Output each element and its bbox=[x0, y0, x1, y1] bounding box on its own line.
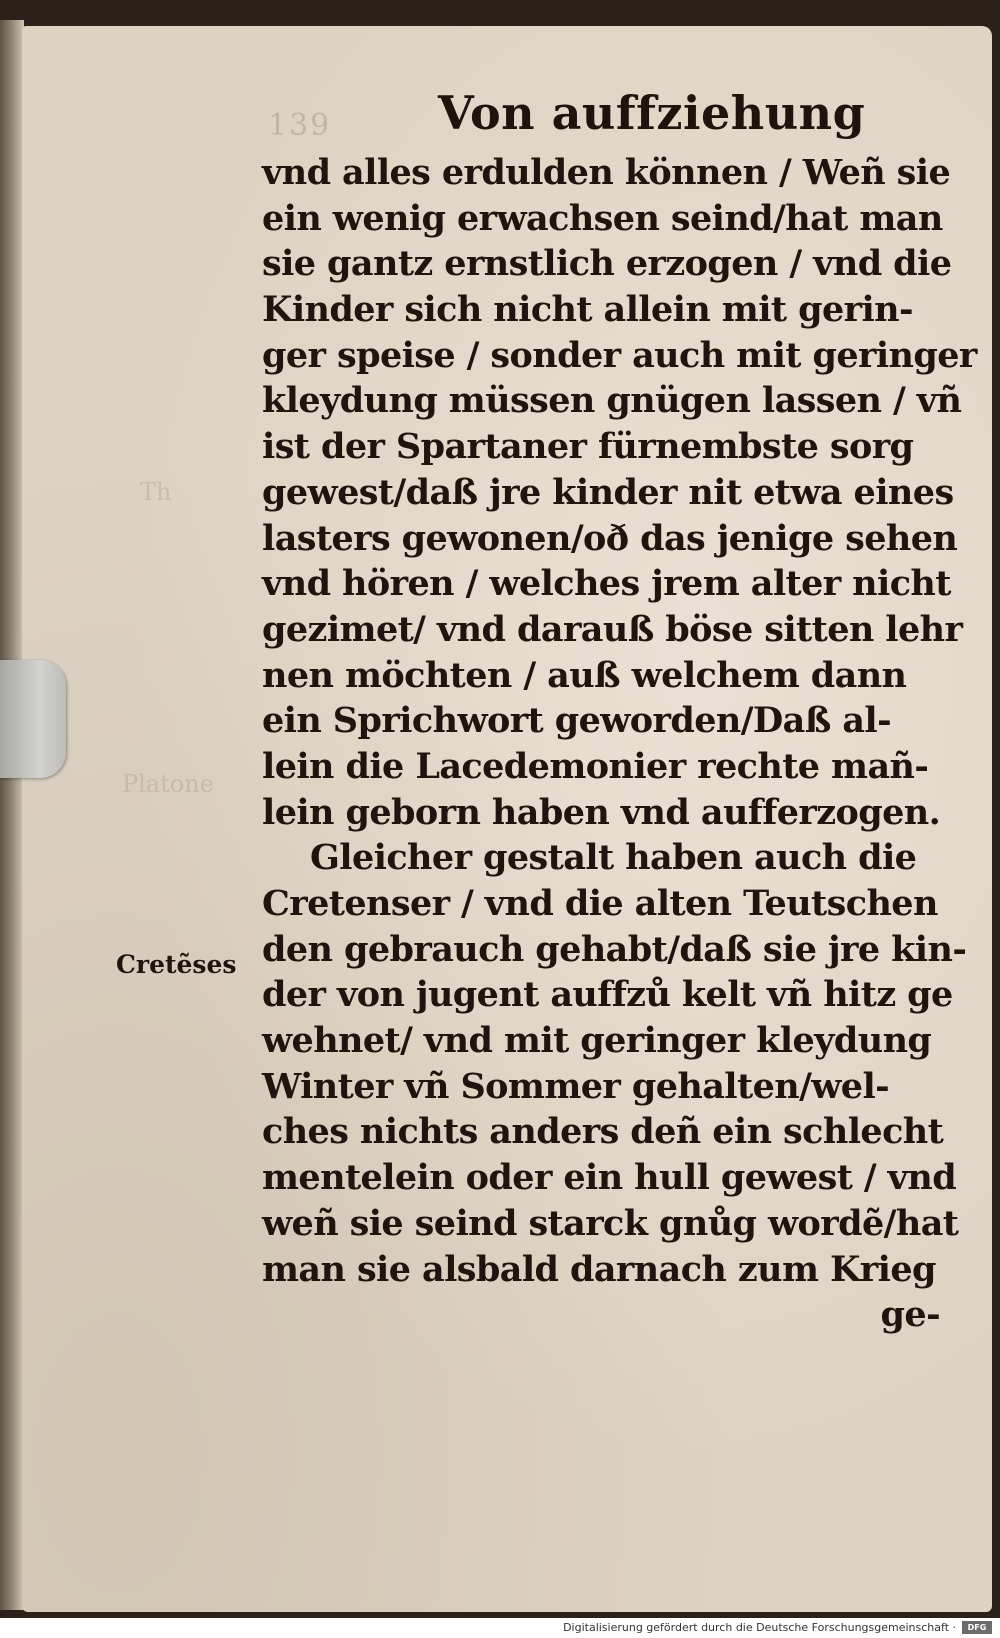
text-line: weñ sie seind starck gnůg wordẽ/hat bbox=[262, 1202, 959, 1244]
text-line: man sie alsbald darnach zum Krieg bbox=[262, 1248, 936, 1290]
text-line: nen möchten / auß welchem dann bbox=[262, 654, 907, 696]
text-line: Gleicher gestalt haben auch die bbox=[310, 837, 917, 879]
text-line: ches nichts anders deñ ein schlecht bbox=[262, 1111, 944, 1153]
text-line: mentelein oder ein hull gewest / vnd bbox=[262, 1157, 957, 1199]
text-line: ein wenig erwachsen seind/hat man bbox=[262, 197, 943, 239]
text-line: vnd alles erdulden können / Weñ sie bbox=[262, 152, 951, 193]
text-line: lasters gewonen/oð das jenige sehen bbox=[262, 517, 958, 559]
show-through-text: Platone bbox=[122, 770, 214, 798]
text-line: lein die Lacedemonier rechte mañ- bbox=[262, 745, 929, 787]
dfg-logo: DFG bbox=[962, 1621, 992, 1634]
text-line: gewest/daß jre kinder nit etwa eines bbox=[262, 471, 954, 513]
show-through-page-number: 139 bbox=[268, 108, 332, 143]
body-text bbox=[262, 150, 977, 1338]
text-line: ger speise / sonder auch mit geringer bbox=[262, 334, 977, 376]
text-line: ein Sprichwort geworden/Daß al- bbox=[262, 700, 892, 742]
show-through-text: Th bbox=[140, 478, 172, 506]
text-line: Winter vñ Sommer gehalten/wel- bbox=[262, 1065, 890, 1107]
text-line: lein geborn haben vnd aufferzogen. bbox=[262, 791, 941, 833]
text-line: den gebrauch gehabt/daß sie jre kin- bbox=[262, 928, 967, 970]
text-line: kleydung müssen gnügen lassen / vñ bbox=[262, 380, 962, 422]
bookmark-tab bbox=[0, 660, 66, 778]
text-line: Cretenser / vnd die alten Teutschen bbox=[262, 883, 938, 924]
text-line: vnd hören / welches jrem alter nicht bbox=[262, 563, 951, 605]
catchword: ge- bbox=[880, 1294, 940, 1336]
page-stack-edge bbox=[0, 20, 24, 1610]
running-head: Von auffziehung bbox=[438, 86, 866, 140]
text-line: Kinder sich nicht allein mit gerin- bbox=[262, 289, 913, 331]
funding-credit: Digitalisierung gefördert durch die Deutsche Forschungsgemeinschaft · bbox=[563, 1621, 956, 1634]
text-line: wehnet/ vnd mit geringer kleydung bbox=[262, 1020, 932, 1062]
text-line: sie gantz ernstlich erzogen / vnd die bbox=[262, 243, 952, 285]
footer-bar bbox=[0, 1618, 1000, 1638]
text-line: gezimet/ vnd darauß böse sitten lehr bbox=[262, 608, 963, 650]
margin-note: Cretẽses bbox=[116, 950, 237, 979]
text-line: der von jugent auffzů kelt vñ hitz ge bbox=[262, 974, 953, 1016]
text-line: ist der Spartaner fürnembste sorg bbox=[262, 426, 914, 468]
